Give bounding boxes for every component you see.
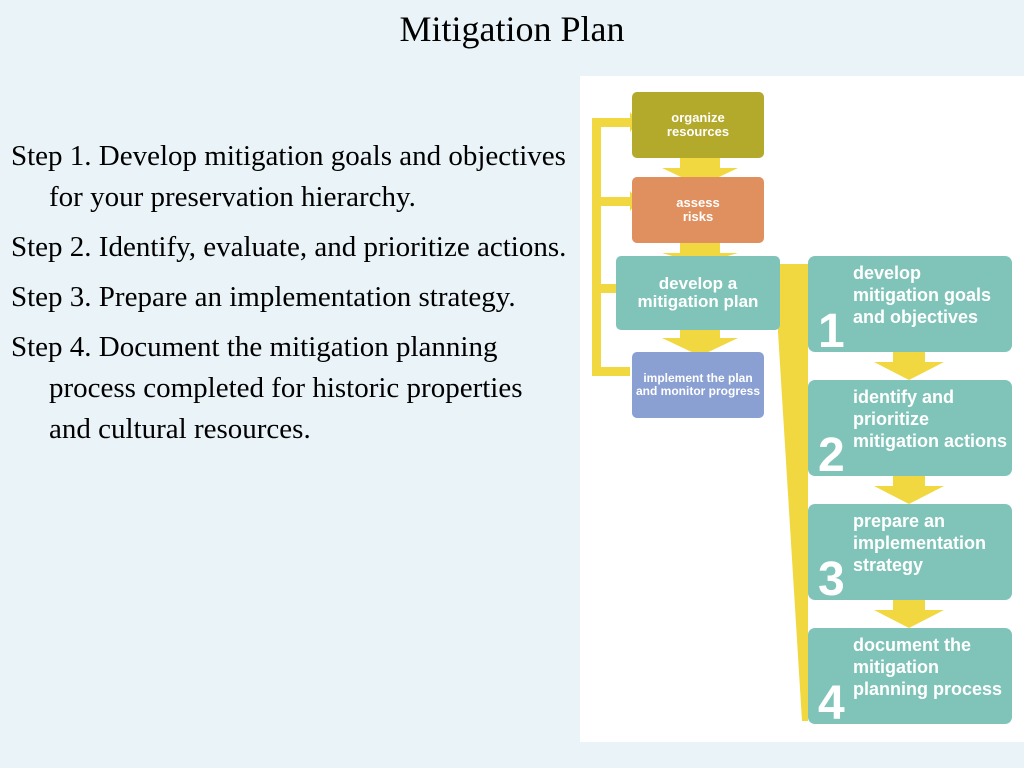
sub-step-number: 2 [818,429,845,482]
arrow-step2-to-step3 [874,476,944,504]
sub-step-label: develop mitigation goals and objectives [853,263,992,327]
feedback-line-implement [592,367,630,376]
sub-step-number: 4 [818,677,845,730]
assess-risks-label: assess risks [676,195,720,224]
expansion-band [778,264,808,721]
sub-step-3 [808,504,1012,606]
arrow-step1-to-step2 [874,352,944,380]
implement-plan-box [632,352,764,418]
implement-plan-label: implement the plan and monitor progress [636,371,761,398]
feedback-line-organize [592,118,630,127]
sub-step-label: prepare an implementation strategy [853,511,987,575]
sub-step-number: 1 [818,305,845,358]
develop-mitigation-plan-label: develop a mitigation plan [637,274,759,311]
sub-step-label: document the mitigation planning process [853,635,1003,699]
step-item-4: Step 4. Document the mitigation planning process completed for historic properties and cultural resources. [11,331,523,445]
step-item-2: Step 2. Identify, evaluate, and prioritize actions. [11,231,567,263]
sub-step-1 [808,256,1012,358]
assess-risks-box [632,177,764,243]
organize-resources-box [632,92,764,158]
feedback-line-vertical [592,118,601,376]
arrow-step3-to-step4 [874,600,944,628]
sub-step-4 [808,628,1012,730]
sub-step-2 [808,380,1012,482]
sub-step-label: identify and prioritize mitigation actions [853,387,1008,451]
slide-title: Mitigation Plan [399,9,625,49]
feedback-line-assess [592,197,630,206]
step-list [11,136,571,459]
step-item-1: Step 1. Develop mitigation goals and objectives for your preservation hierarchy. [11,140,566,213]
step-item-3: Step 3. Prepare an implementation strategy. [11,281,516,313]
organize-resources-label: organize resources [666,110,730,139]
develop-mitigation-plan-box [616,256,780,330]
mitigation-process-diagram [580,76,1024,742]
sub-step-number: 3 [818,553,845,606]
